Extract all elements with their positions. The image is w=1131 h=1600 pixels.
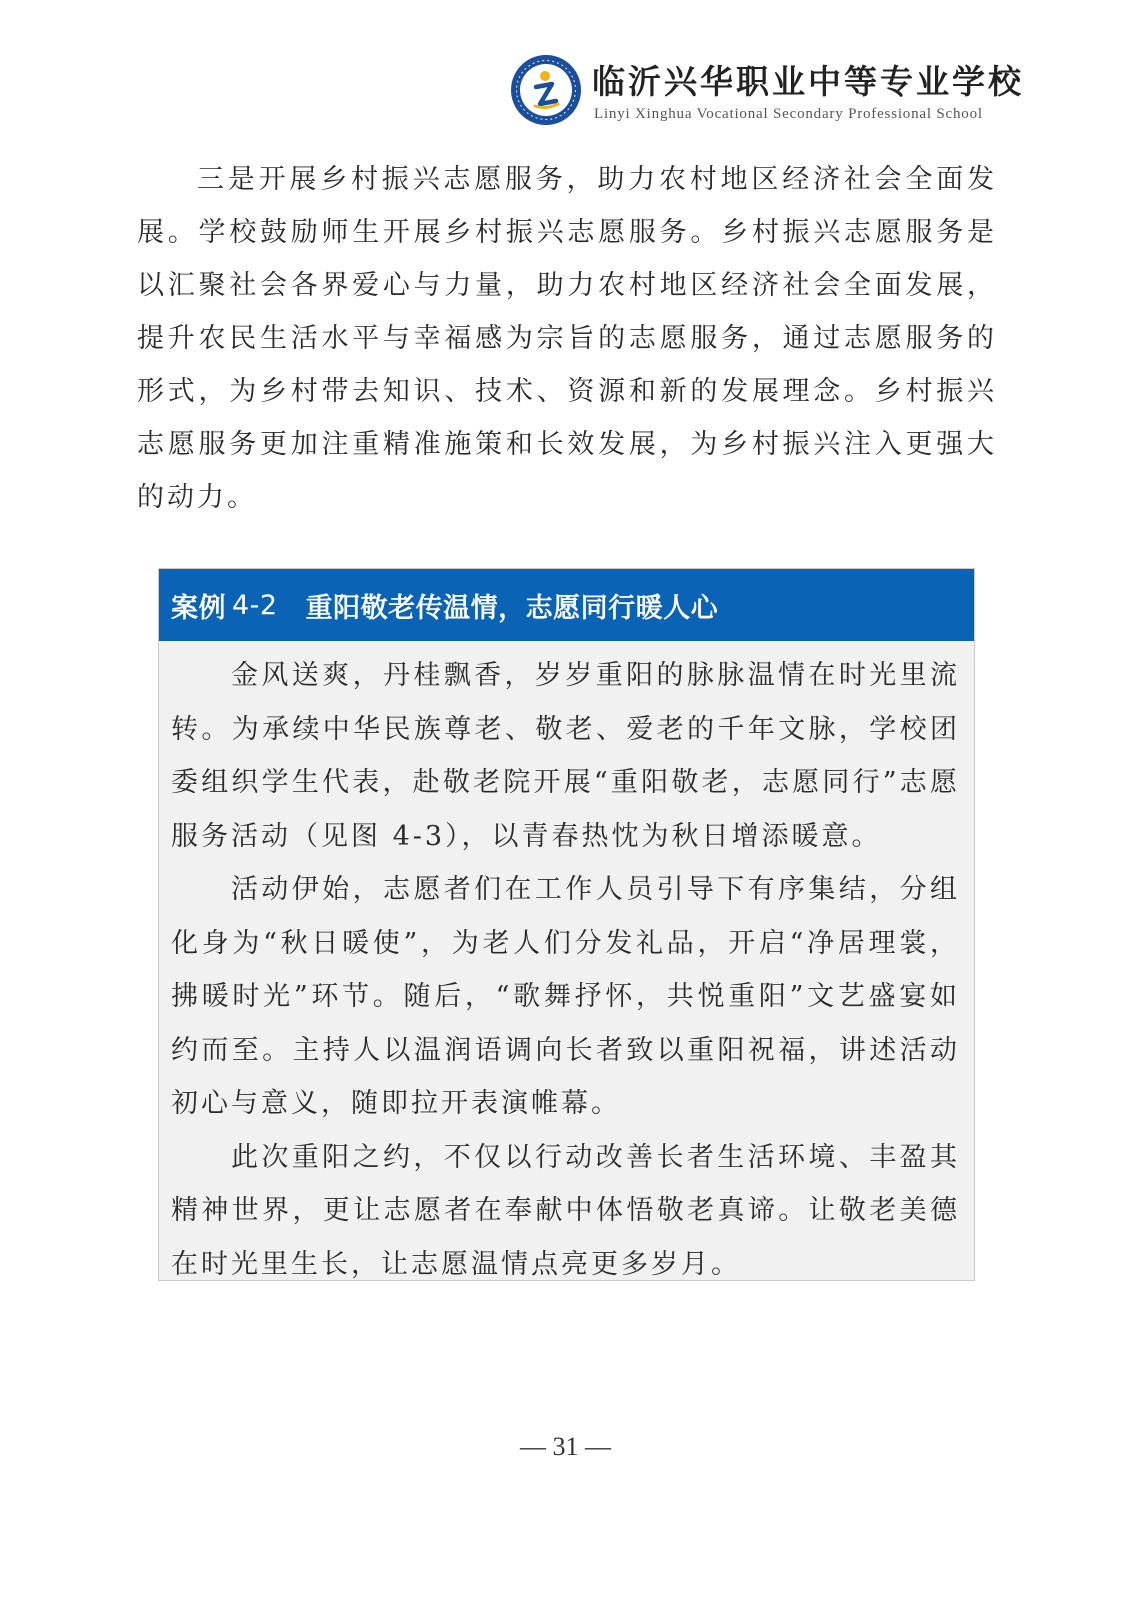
case-label: 案例 <box>171 592 226 624</box>
case-study-box <box>158 568 975 1281</box>
body-paragraph: 三是开展乡村振兴志愿服务，助力农村地区经济社会全面发展。学校鼓励师生开展乡村振兴志愿服务。乡村振兴志愿服务是以汇聚社会各界爱心与力量，助力农村地区经济社会全面发展，提升农民生活水平与幸福感为宗旨的志愿服务，通过志愿服务的形式，为乡村带去知识、技术、资源和新的发展理念。乡村振兴志愿服务更加注重精准施策和长效发展，为乡村振兴注入更强大的动力。 <box>137 164 997 513</box>
school-name-en: Linyi Xinghua Vocational Secondary Professional School <box>594 106 983 122</box>
case-number: 4-2 <box>232 589 278 621</box>
school-name-cn: 临沂兴华职业中等专业学校 <box>592 62 1024 101</box>
case-body <box>159 641 974 1291</box>
case-title-bar <box>159 569 974 641</box>
case-paragraph: 此次重阳之约，不仅以行动改善长者生活环境、丰盈其精神世界，更让志愿者在奉献中体悟敬老真谛。让敬老美德在时光里生长，让志愿温情点亮更多岁月。 <box>171 1141 960 1280</box>
school-logo-icon <box>510 54 582 126</box>
page-number: — 31 — <box>520 1432 611 1461</box>
case-paragraph: 活动伊始，志愿者们在工作人员引导下有序集结，分组化身为“秋日暖使”，为老人们分发礼品，开启“净居理裳，拂暖时光”环节。随后，“歌舞抒怀，共悦重阳”文艺盛宴如约而至。主持人以温润语调向长者致以重阳祝福，讲述活动初心与意义，随即拉开表演帷幕。 <box>171 874 960 1119</box>
case-paragraph: 金风送爽，丹桂飘香，岁岁重阳的脉脉温情在时光里流转。为承续中华民族尊老、敬老、爱老的千年文脉，学校团委组织学生代表，赴敬老院开展“重阳敬老，志愿同行”志愿服务活动（见图 4-3），以青春热忱为秋日增添暖意。 <box>171 660 960 852</box>
case-title: 重阳敬老传温情，志愿同行暖人心 <box>305 592 719 624</box>
page-header <box>510 52 1050 132</box>
